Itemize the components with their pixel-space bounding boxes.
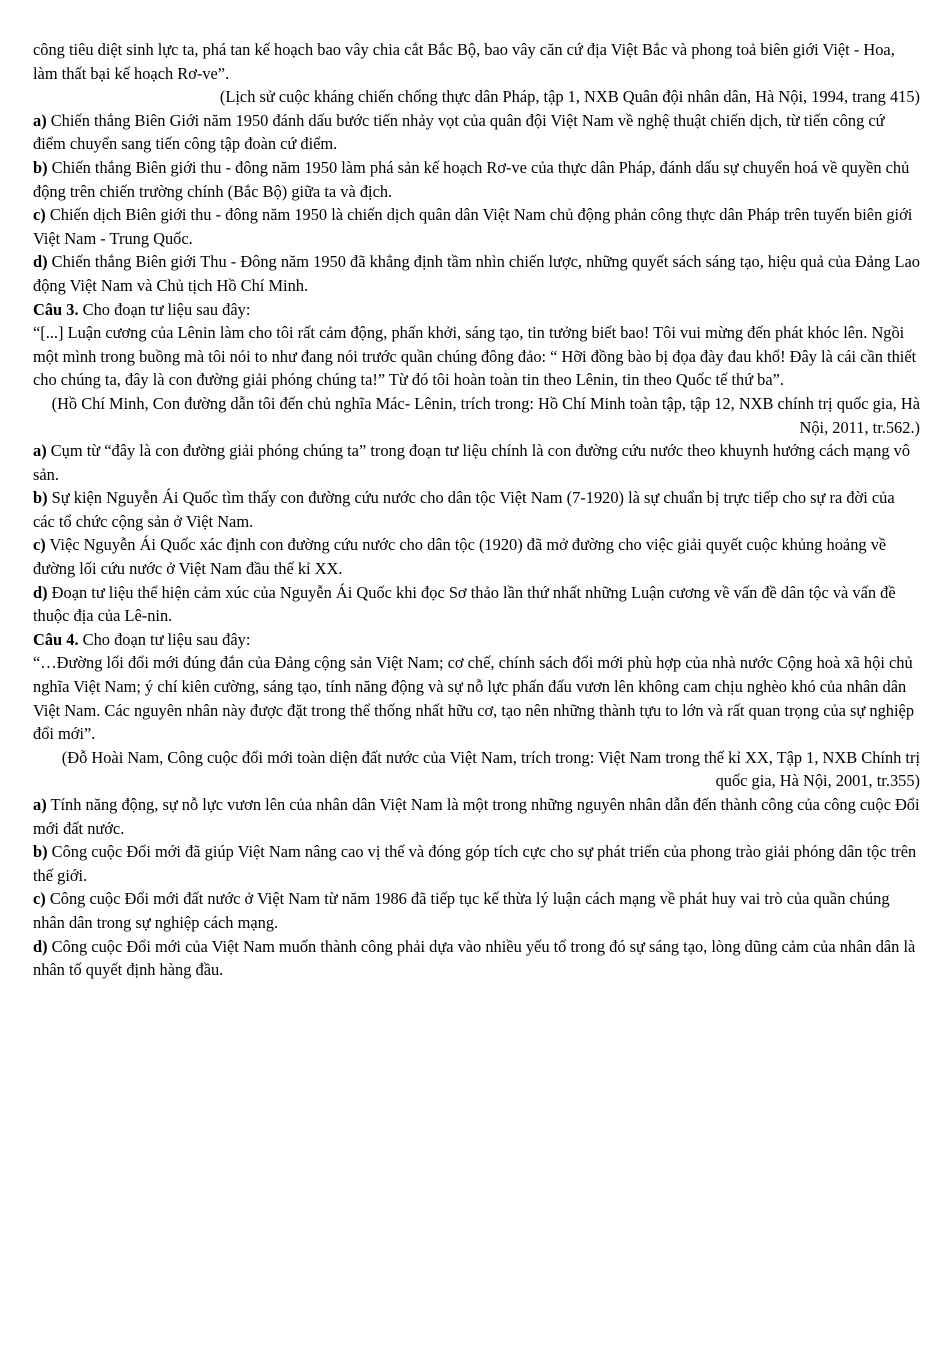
question-4-option-b: [33, 840, 920, 887]
option-text: Chiến thắng Biên Giới năm 1950 đánh dấu bước tiến nhảy vọt của quân đội Việt Nam về nghệ thuật chiến dịch, từ tiến công cứ điểm chuyển sang tiến công tập đoàn cứ điểm.: [33, 110, 885, 154]
question-4-heading: [33, 628, 920, 652]
question-3-heading: [33, 298, 920, 322]
question-label: Câu 4.: [33, 629, 79, 649]
intro-option-c: [33, 203, 920, 250]
option-text: Công cuộc Đổi mới đất nước ở Việt Nam từ năm 1986 đã tiếp tục kế thừa lý luận cách mạng về phát huy vai trò của quần chúng nhân dân trong sự nghiệp cách mạng.: [33, 889, 890, 932]
option-text: Đoạn tư liệu thể hiện cảm xúc của Nguyễn Ái Quốc khi đọc Sơ thảo lần thứ nhất những Luận cương về vấn đề dân tộc và vấn đề thuộc địa của Lê-nin.: [33, 582, 896, 626]
intro-option-b: [33, 156, 920, 203]
option-text: Việc Nguyễn Ái Quốc xác định con đường cứu nước cho dân tộc (1920) đã mở đường cho việc giải quyết cuộc khủng hoảng về đường lối cứu nước ở Việt Nam đầu thế kỉ XX.: [33, 535, 887, 579]
document-page: [33, 38, 920, 982]
intro-option-a: [33, 109, 920, 156]
option-label: d): [33, 582, 48, 602]
question-prompt: Cho đoạn tư liệu sau đây:: [78, 629, 251, 649]
question-3-option-c: [33, 533, 920, 580]
question-3-source: (Hồ Chí Minh, Con đường dẫn tôi đến chủ nghĩa Mác- Lênin, trích trong: Hồ Chí Minh toàn tập, tập 12, NXB chính trị quốc gia, Hà Nội, 2011, tr.562.): [51, 393, 920, 437]
question-4-option-c: [33, 887, 920, 934]
option-text: Chiến dịch Biên giới thu - đông năm 1950 là chiến dịch quân dân Việt Nam chủ động phản công thực dân Pháp trên tuyến biên giới Việt Nam - Trung Quốc.: [33, 205, 913, 248]
question-4-quote: “…Đường lối đổi mới đúng đắn của Đảng cộng sản Việt Nam; cơ chế, chính sách đổi mới phù hợp của nhà nước Cộng hoà xã hội chủ nghĩa Việt Nam; ý chí kiên cường, sáng tạo, tính năng động và sự nỗ lực phấn đấu vươn lên không cam chịu nghèo khó của nhân dân Việt Nam. Các nguyên nhân này được đặt trong thể thống nhất hữu cơ, tạo nên những thành tựu to lớn và rất quan trọng của sự nghiệp đổi mới”.: [33, 653, 915, 744]
question-4-option-a: [33, 793, 920, 840]
option-text: Chiến thắng Biên giới thu - đông năm 1950 làm phá sản kế hoạch Rơ-ve của thực dân Pháp, đánh dấu sự chuyển hoá về quyền chủ động trên chiến trường chính (Bắc Bộ) giữa ta và địch.: [33, 157, 910, 201]
option-label: b): [33, 157, 48, 177]
question-prompt: Cho đoạn tư liệu sau đây:: [78, 299, 251, 319]
option-label: a): [33, 441, 47, 461]
option-label: d): [33, 252, 48, 272]
option-label: c): [33, 205, 46, 225]
option-text: Cụm từ “đây là con đường giải phóng chúng ta” trong đoạn tư liệu chính là con đường cứu nước theo khuynh hướng cách mạng vô sản.: [33, 441, 911, 484]
question-4-option-d: [33, 935, 920, 982]
option-text: Công cuộc Đổi mới của Việt Nam muốn thành công phải dựa vào nhiều yếu tố trong đó sự sáng tạo, lòng dũng cảm của nhân dân là nhân tố quyết định hàng đầu.: [33, 936, 916, 980]
option-text: Công cuộc Đổi mới đã giúp Việt Nam nâng cao vị thế và đóng góp tích cực cho sự phát triển của phong trào giải phóng dân tộc trên thế giới.: [33, 842, 917, 885]
option-text: Sự kiện Nguyễn Ái Quốc tìm thấy con đường cứu nước cho dân tộc Việt Nam (7-1920) là sự chuẩn bị trực tiếp cho sự ra đời của các tổ chức cộng sản ở Việt Nam.: [33, 488, 895, 531]
question-3-quote: “[...] Luận cương của Lênin làm cho tôi rất cảm động, phấn khởi, sáng tạo, tin tưởng biết bao! Tôi vui mừng đến phát khóc lên. Ngồi một mình trong buồng mà tôi nói to như đang nói trước quần chúng đông đảo: “ Hỡi đồng bào bị đọa đày đau khổ! Đây là cái cần thiết cho chúng ta, đây là con đường giải phóng chúng ta!” Từ đó tôi hoàn toàn tin theo Lênin, tin theo Quốc tế thứ ba”.: [33, 323, 917, 390]
option-label: c): [33, 889, 46, 909]
option-text: Chiến thắng Biên giới Thu - Đông năm 1950 đã khẳng định tầm nhìn chiến lược, những quyết sách sáng tạo, hiệu quả của Đảng Lao động Việt Nam và Chủ tịch Hồ Chí Minh.: [33, 252, 920, 295]
option-text: Tính năng động, sự nỗ lực vươn lên của nhân dân Việt Nam là một trong những nguyên nhân dẫn đến thành công của công cuộc Đổi mới đất nước.: [33, 795, 920, 838]
option-label: a): [33, 110, 47, 130]
question-3-option-a: [33, 439, 920, 486]
option-label: a): [33, 795, 47, 814]
option-label: c): [33, 535, 46, 555]
question-3-option-b: [33, 486, 920, 533]
question-4-source: (Đỗ Hoài Nam, Công cuộc đổi mới toàn diện đất nước của Việt Nam, trích trong: Việt Nam trong thế kỉ XX, Tập 1, NXB Chính trị quốc gia, Hà Nội, 2001, tr.355): [61, 747, 920, 791]
option-label: d): [33, 936, 48, 956]
intro-option-d: [33, 250, 920, 297]
question-3-option-d: [33, 581, 920, 628]
option-label: b): [33, 842, 48, 862]
intro-paragraph: công tiêu diệt sinh lực ta, phá tan kế hoạch bao vây chia cắt Bắc Bộ, bao vây căn cứ địa Việt Bắc và phong toả biên giới Việt - Hoa, làm thất bại kế hoạch Rơ-ve”.: [33, 40, 895, 83]
option-label: b): [33, 488, 48, 508]
question-label: Câu 3.: [33, 299, 79, 319]
intro-source: (Lịch sử cuộc kháng chiến chống thực dân Pháp, tập 1, NXB Quân đội nhân dân, Hà Nội, 1994, trang 415): [219, 87, 920, 107]
